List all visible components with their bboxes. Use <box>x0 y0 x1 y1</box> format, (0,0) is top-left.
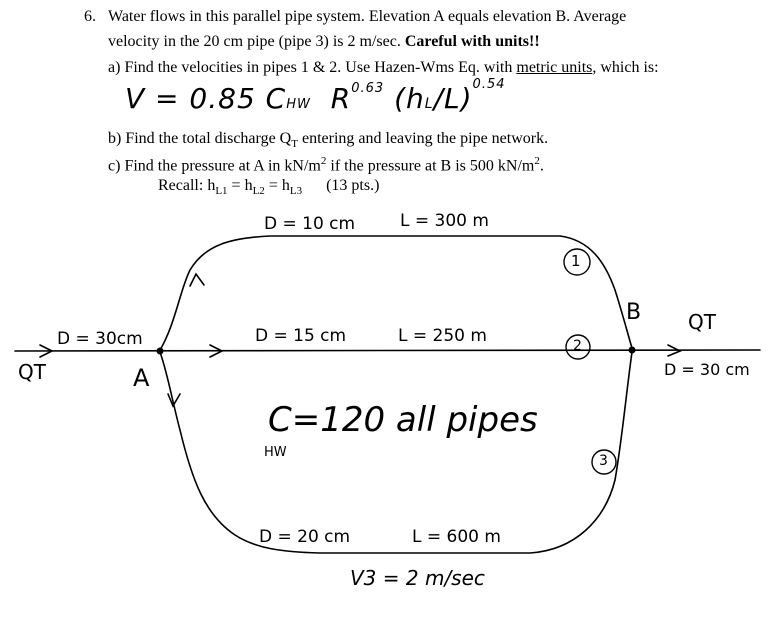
pipe-1-diameter: D = 10 cm <box>264 214 356 234</box>
pipe-3-arrow <box>168 394 180 406</box>
part-c: c) Find the pressure at A in $kN/m^2$ if the pressure at B is 500 $kN/m^2$. <box>108 155 544 175</box>
pipe-3-length: L = 600 m <box>412 527 501 547</box>
part-a: a) Find the velocities in pipes 1 & 2. Use Hazen-Wms Eq. with metric units, which is: <box>108 59 659 76</box>
pipe-3-line <box>160 352 632 553</box>
pipe-1-line <box>160 236 632 350</box>
units-warning: Careful with units!! <box>404 33 540 50</box>
part-b: b) Find the total discharge $Q_T$ entering and leaving the pipe network. <box>108 130 549 151</box>
problem-number: 6. <box>84 8 96 25</box>
pipe-1-number: 1 <box>571 252 581 270</box>
points-label: (13 pts.) <box>326 177 380 194</box>
pipe-3-velocity: V3 = 2 m/sec <box>350 566 485 590</box>
problem-statement-line2: velocity in the 20 cm pipe (pipe 3) is 2 m/sec. Careful with units!! <box>108 33 540 50</box>
recall-note: Recall: $h_{L1} = h_{L2} = h_{L3}$ (13 pts.) <box>158 177 380 198</box>
inlet-discharge-label: QT <box>18 360 46 384</box>
hazen-williams-coefficient: C=120 all pipes <box>268 400 538 440</box>
pipe-2-number: 2 <box>573 338 582 354</box>
pipe-2-length: L = 250 m <box>398 326 487 346</box>
main-line-pipe-2 <box>15 350 760 351</box>
node-a-junction <box>157 348 164 355</box>
pipe-1-arrow <box>190 274 204 286</box>
pipe-2-diameter: D = 15 cm <box>255 326 347 346</box>
inlet-diameter: D = 30cm <box>57 329 143 349</box>
node-b-junction <box>629 347 636 354</box>
coefficient-subscript: HW <box>264 445 287 460</box>
pipe-3-diameter: D = 20 cm <box>259 527 351 547</box>
node-a-label: A <box>133 364 150 392</box>
pipe-1-length: L = 300 m <box>400 211 489 231</box>
outlet-diameter: D = 30 cm <box>664 360 750 379</box>
node-b-label: B <box>626 300 642 325</box>
outlet-discharge-label: QT <box>688 310 716 334</box>
pipe-3-number: 3 <box>599 453 608 469</box>
problem-statement-line1: Water flows in this parallel pipe system. Elevation A equals elevation B. Average <box>108 8 627 25</box>
hazen-williams-equation: V = 0.85 CHW $R^{0.63}$ $(hL/L)^{0.54}$ <box>125 76 506 115</box>
